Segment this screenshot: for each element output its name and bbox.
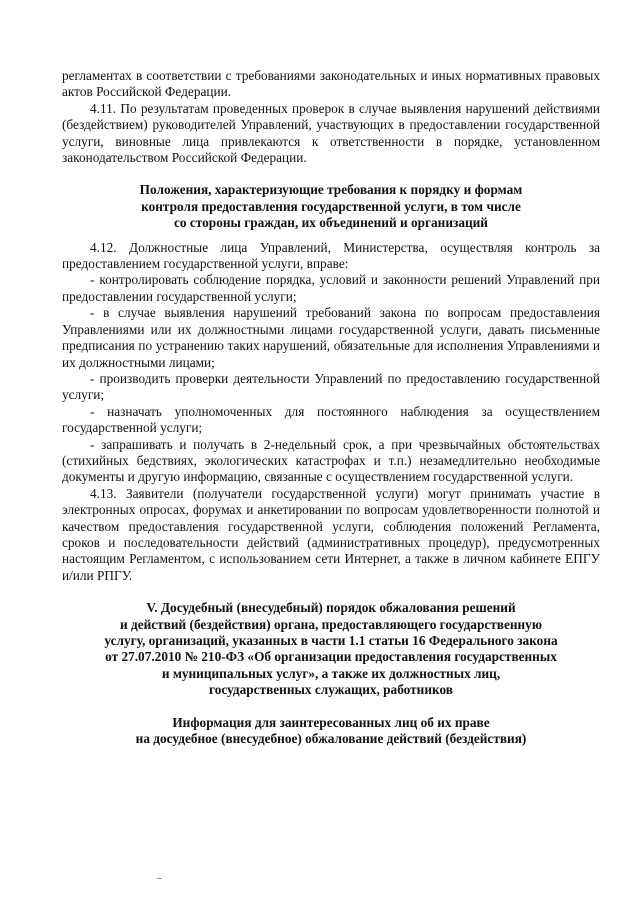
heading-section-v: [62, 600, 600, 698]
heading-line: на досудебное (внесудебное) обжалование действий (бездействия): [135, 731, 527, 747]
paragraph-4-12: 4.12. Должностные лица Управлений, Министерства, осуществляя контроль за предоставлением государственной услуги, вправе:: [62, 239, 600, 272]
heading-line: со стороны граждан, их объединений и организаций: [174, 215, 488, 231]
paragraph-continuation: регламентах в соответствии с требованиями законодательных и иных нормативных правовых актов Российской Федерации.: [62, 68, 600, 100]
heading-line: V. Досудебный (внесудебный) порядок обжалования решений: [146, 600, 516, 616]
list-item-inspections: - производить проверки деятельности Управлений по предоставлению государственной услуги;: [62, 370, 600, 403]
heading-line: от 27.07.2010 № 210-ФЗ «Об организации предоставления государственных: [105, 649, 557, 665]
heading-control-requirements: [62, 182, 600, 231]
list-item-control: - контролировать соблюдение порядка, условий и законности решений Управлений при предоставлении государственной услуги;: [62, 272, 600, 304]
heading-line: и действий (бездействия) органа, предоставляющего государственную: [120, 616, 542, 632]
heading-line: Информация для заинтересованных лиц об их праве: [172, 714, 490, 730]
scan-mark: [157, 878, 162, 879]
heading-line: услугу, организаций, указанных в части 1.1 статьи 16 Федерального закона: [104, 633, 558, 648]
heading-line: государственных служащих, работников: [209, 682, 453, 698]
heading-line: и муниципальных услуг», а также их должностных лиц,: [161, 665, 501, 681]
document-page: [62, 68, 600, 747]
paragraph-4-13: 4.13. Заявители (получатели государственной услуги) могут принимать участие в электронных опросах, форумах и анкетировании по вопросам удовлетворенности полнотой и качеством предоставления государственной услуги, соблюдения положений Регламента, сроков и последовательности действий (административных процедур), предусмотренных настоящим Регламентом, с использованием сети Интернет, а также в личном кабинете ЕПГУ и/или РПГУ.: [62, 485, 600, 583]
list-item-violations: - в случае выявления нарушений требований закона по вопросам предоставления Управлениями или их должностными лицами государственной услуги, давать письменные предписания по устранению таких нарушений, обязательные для исполнения Управлениями и их должностными лицами;: [62, 305, 600, 370]
heading-line: контроля предоставления государственной услуги, в том числе: [141, 198, 521, 214]
heading-line: Положения, характеризующие требования к порядку и формам: [139, 182, 523, 198]
list-item-appoint: - назначать уполномоченных для постоянного наблюдения за осуществлением государственной услуги;: [62, 403, 600, 436]
paragraph-4-11: 4.11. По результатам проведенных проверок в случае выявления нарушений действиями (бездействием) руководителей Управлений, участвующих в предоставлении государственной услуги, виновные лица привлекаются к ответственности в порядке, установленном законодательством Российской Федерации.: [62, 100, 600, 166]
list-item-request: - запрашивать и получать в 2-недельный срок, а при чрезвычайных обстоятельствах (стихийных бедствиях, экологических катастрофах и т.п.) незамедлительно необходимые документы и другую информацию, связанные с осуществлением государственной услуги.: [62, 436, 600, 485]
heading-appeal-info: [62, 715, 600, 748]
